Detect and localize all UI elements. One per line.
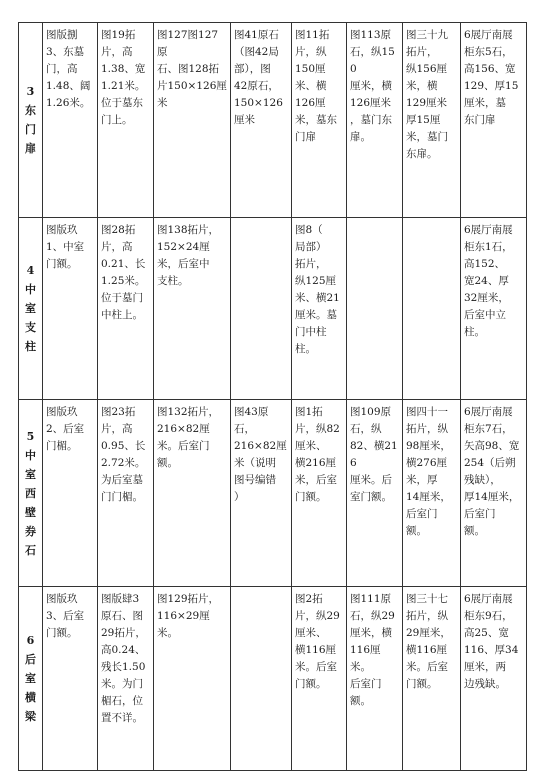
table-cell: 图11拓 片，纵 150厘 米、横 126厘 米，墓东 门扉 bbox=[292, 23, 347, 218]
table-cell: 图127图127原 石、图128拓 片150×126厘 米 bbox=[154, 23, 231, 218]
table-cell: 图三十七 拓片，纵 29厘米， 横116厘 米。后室 门额。 bbox=[403, 587, 461, 771]
table-cell: 图111原 石，纵29 厘米，横 116厘米。 后室门 额。 bbox=[347, 587, 403, 771]
table-cell: 图28拓 片，高 0.21、长 1.25米。 位于墓门 中柱上。 bbox=[98, 218, 154, 400]
table-cell: 图132拓片， 216×82厘 米。后室门 额。 bbox=[154, 400, 231, 587]
table-cell: 图四十一 拓片，纵 98厘米， 横276厘 米，厚 14厘米， 后室门 额。 bbox=[403, 400, 461, 587]
table-cell: 图版肆3 原石、图 29拓片， 高0.24、 残长1.50 米。为门 楣石，位 置不详。 bbox=[98, 587, 154, 771]
table-cell: 图41原石 （图42局 部），图 42原石， 150×126 厘米 bbox=[231, 23, 292, 218]
table-cell bbox=[403, 218, 461, 400]
table-row bbox=[19, 23, 527, 218]
table-cell: 图43原 石， 216×82厘 米（说明 图号编错 ） bbox=[231, 400, 292, 587]
table-cell: 图1拓 片，纵82 厘米、 横216厘 米，后室 门额。 bbox=[292, 400, 347, 587]
table-cell bbox=[347, 218, 403, 400]
table-cell: 图138拓片， 152×24厘 米，后室中 支柱。 bbox=[154, 218, 231, 400]
table-cell: 图8（ 局部） 拓片， 纵125厘 米、横21 厘米。墓 门中柱 柱。 bbox=[292, 218, 347, 400]
table-row bbox=[19, 400, 527, 587]
table-cell: 图版捌 3、东墓 门，高 1.48、阔 1.26米。 bbox=[43, 23, 98, 218]
table-cell bbox=[231, 587, 292, 771]
table-cell: 图2拓 片，纵29 厘米、 横116厘 米。后室 门额。 bbox=[292, 587, 347, 771]
row-heading: 4 中 室 支 柱 bbox=[19, 218, 43, 400]
table-body bbox=[19, 23, 527, 771]
comparison-table bbox=[18, 22, 527, 771]
table-cell: 图113原 石，纵150 厘米，横 126厘米 ，墓门东 扉。 bbox=[347, 23, 403, 218]
row-heading: 6 后 室 横 梁 bbox=[19, 587, 43, 771]
table-row bbox=[19, 587, 527, 771]
table-cell: 6展厅南展 柜东1石， 高152、 宽24、厚 32厘米， 后室中立 柱。 bbox=[461, 218, 527, 400]
table-cell: 图版玖 2、后室 门楣。 bbox=[43, 400, 98, 587]
table-cell: 图109原 石，纵 82、横216 厘米。后 室门额。 bbox=[347, 400, 403, 587]
row-heading: 3 东 门 扉 bbox=[19, 23, 43, 218]
table-cell: 图三十九 拓片， 纵156厘 米，横 129厘米 厚15厘 米，墓门 东扉。 bbox=[403, 23, 461, 218]
table-cell: 图版玖 3、后室 门额。 bbox=[43, 587, 98, 771]
row-heading: 5 中 室 西 壁 券 石 bbox=[19, 400, 43, 587]
table-cell: 6展厅南展 柜东7石， 矢高98、宽 254（后朔 残缺）， 厚14厘米， 后室门 额。 bbox=[461, 400, 527, 587]
table-cell: 6展厅南展 柜东5石， 高156、宽 129、厚15 厘米，墓 东门扉 bbox=[461, 23, 527, 218]
table-cell: 图129拓片， 116×29厘 米。 bbox=[154, 587, 231, 771]
table-row bbox=[19, 218, 527, 400]
table-cell: 图19拓 片，高 1.38、宽 1.21米。 位于墓东 门上。 bbox=[98, 23, 154, 218]
table-cell: 图23拓 片，高 0.95、长 2.72米。 为后室墓 门门楣。 bbox=[98, 400, 154, 587]
table-cell bbox=[231, 218, 292, 400]
table-cell: 6展厅南展 柜东9石， 高25、宽 116、厚34 厘米，两 边残缺。 bbox=[461, 587, 527, 771]
table-cell: 图版玖 1、中室 门额。 bbox=[43, 218, 98, 400]
